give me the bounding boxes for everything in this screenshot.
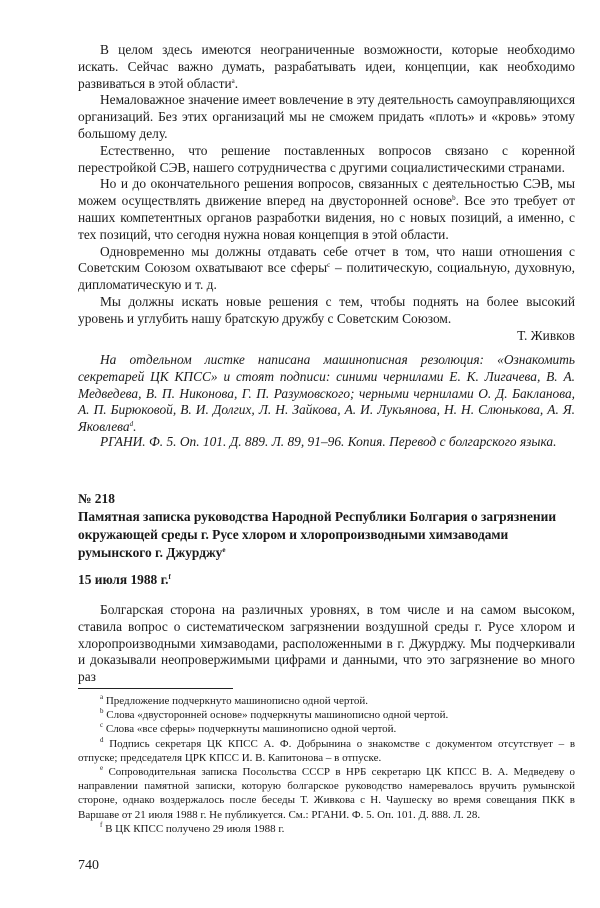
footnote-mark[interactable]: b <box>452 194 456 203</box>
document-number: № 218 <box>78 491 115 506</box>
document-header <box>78 490 575 589</box>
page-number: 740 <box>78 858 99 873</box>
footnote <box>78 722 575 736</box>
footnote-mark: b <box>100 707 104 716</box>
footnote-text: Подпись секретаря ЦК КПСС А. Ф. Добрынина о знакомстве с документом отсутствует – в отпуске; председателя ЦРК КПСС И. В. Капитонова – в отпуске. <box>78 737 576 764</box>
document-title <box>78 508 575 562</box>
footnotes <box>78 694 575 836</box>
footnote-text: Предложение подчеркнуто машинописно одной чертой. <box>105 695 368 707</box>
document-date <box>78 571 575 589</box>
footnote-mark[interactable]: d <box>129 420 134 429</box>
date-text: 15 июля 1988 г. <box>78 572 169 587</box>
paragraph-text: – политическую, социальную, духовную, дипломатическую и т. д. <box>78 260 575 293</box>
source-text: РГАНИ. Ф. 5. Оп. 101. Д. 889. Л. 89, 91–96. Копия. Перевод с болгарского языка. <box>100 434 557 449</box>
footnote <box>78 708 575 722</box>
footnote-mark[interactable]: c <box>327 261 331 270</box>
footnote-text: Слова «двусторонней основе» подчеркнуты машинописно одной чертой. <box>106 709 449 722</box>
footnote-mark[interactable]: a <box>231 76 235 85</box>
document-body <box>78 602 575 686</box>
paragraph <box>78 176 575 243</box>
letter-body <box>78 42 575 344</box>
paragraph <box>78 42 575 92</box>
footnote-text: Слова «все сферы» подчеркнуты машинописно одной чертой. <box>105 723 397 736</box>
paragraph: Мы должны искать новые решения с тем, чтобы поднять на более высокий уровень и углубить нашу братскую дружбу с Советским Союзом. <box>78 293 575 326</box>
footnote <box>78 765 575 822</box>
footnote-mark: e <box>100 764 104 773</box>
archive-source <box>78 434 575 451</box>
footnote-mark: a <box>100 693 104 701</box>
paragraph-text: В целом здесь имеются неограниченные возможности, которые необходимо искать. Сейчас важно думать, разрабатывать идеи, концепции, как необходимо развиваться в этой области <box>78 42 575 91</box>
resolution-note: На отдельном листке написана машинописная резолюция: «Ознакомить секретарей ЦК КПСС» и стоят подписи: синими чернилами Е. К. Лигачева, В. А. Медведева, В. П. Никонова, Г. П. Разумовского; черными чернилами О. Д. Бакланова, А. П. Бирюковой, В. И. Долгих, Л. Н. Зайкова, А. И. Лукьянова, Н. Н. Слюнькова, А. Я. Яковлева$^d$. <box>78 352 575 435</box>
paragraph-text: Одновременно мы должны отдавать себе отчет в том, что наши отношения с Советским Союзом охватывают все сферы <box>78 243 575 276</box>
footnote <box>78 737 575 765</box>
paragraph: Естественно, что решение поставленных вопросов связано с коренной перестройкой СЭВ, нашего сотрудничества с другими социалистическими странами. <box>78 142 575 175</box>
paragraph <box>78 244 575 294</box>
footnote-divider <box>78 688 233 689</box>
paragraph: Болгарская сторона на различных уровнях, в том числе и на самом высоком, ставила вопрос о систематическом загрязнении воздушной среды г. Русе хлором и хлоропроизводными химзаводами, расположенными в г. Джурджу. Мы подчеркивали и доказывали неопровержимыми цифрами и данными, что это загрязнение во много раз <box>78 602 575 685</box>
footnote-text: Сопроводительная записка Посольства СССР в НРБ секретарю ЦК КПСС В. А. Медведеву о направлении памятной записки, которую болгарское руководство намеревалось вручить румынской стороне, однако воздержалось после беседы Т. Живкова с Н. Чаушеску во время совещания ПКК в Варшаве от 21 июля 1988 г. Не публикуется. См.: РГАНИ. Ф. 5. Оп. 101. Д. 888. Л. 28. <box>78 766 575 821</box>
footnote-mark: c <box>100 721 104 730</box>
signature: Т. Живков <box>517 327 575 343</box>
title-text: Памятная записка руководства Народной Республики Болгария о загрязнении окружающей среды г. Русе хлором и хлоропроизводными химзаводами румынского г. Джурджу <box>78 509 557 560</box>
footnote-text: В ЦК КПСС получено 29 июля 1988 г. <box>105 822 285 835</box>
footnote-mark[interactable]: f <box>168 573 171 581</box>
footnote <box>78 694 575 708</box>
paragraph-text: . <box>234 75 239 91</box>
footnote-mark: f <box>100 820 103 829</box>
footnote-mark: d <box>100 735 104 744</box>
footnote-mark[interactable]: e <box>222 546 226 554</box>
paragraph-text: Но и до окончательного решения вопросов, связанных с деятельностью СЭВ, мы можем осуществлять движение вперед на двусторонней основе <box>78 176 575 209</box>
paragraph-text: . Все это требует от наших компетентных органов разработки видения, но с новых позиций, а именно, с тех позиций, что сегодня нужна новая концепция в этой области. <box>78 193 576 242</box>
paragraph: Немаловажное значение имеет вовлечение в эту деятельность самоуправляющихся организаций. Без этих организаций мы не сможем придать «плоть» и «кровь» этому большому делу. <box>78 92 575 141</box>
footnote <box>78 822 575 836</box>
resolution-text: На отдельном листке написана машинописная резолюция: «Ознакомить секретарей ЦК КПСС» и стоят подписи: синими чернилами Е. К. Лигачева, В. А. Медведева, В. П. Никонова, Г. П. Разумовского; черными чернилами О. Д. Бакланова, А. П. Бирюковой, В. И. Долгих, Л. Н. Зайкова, А. И. Лукьянова, Н. Н. Слюнькова, А. Я. Яковлева <box>78 352 575 435</box>
